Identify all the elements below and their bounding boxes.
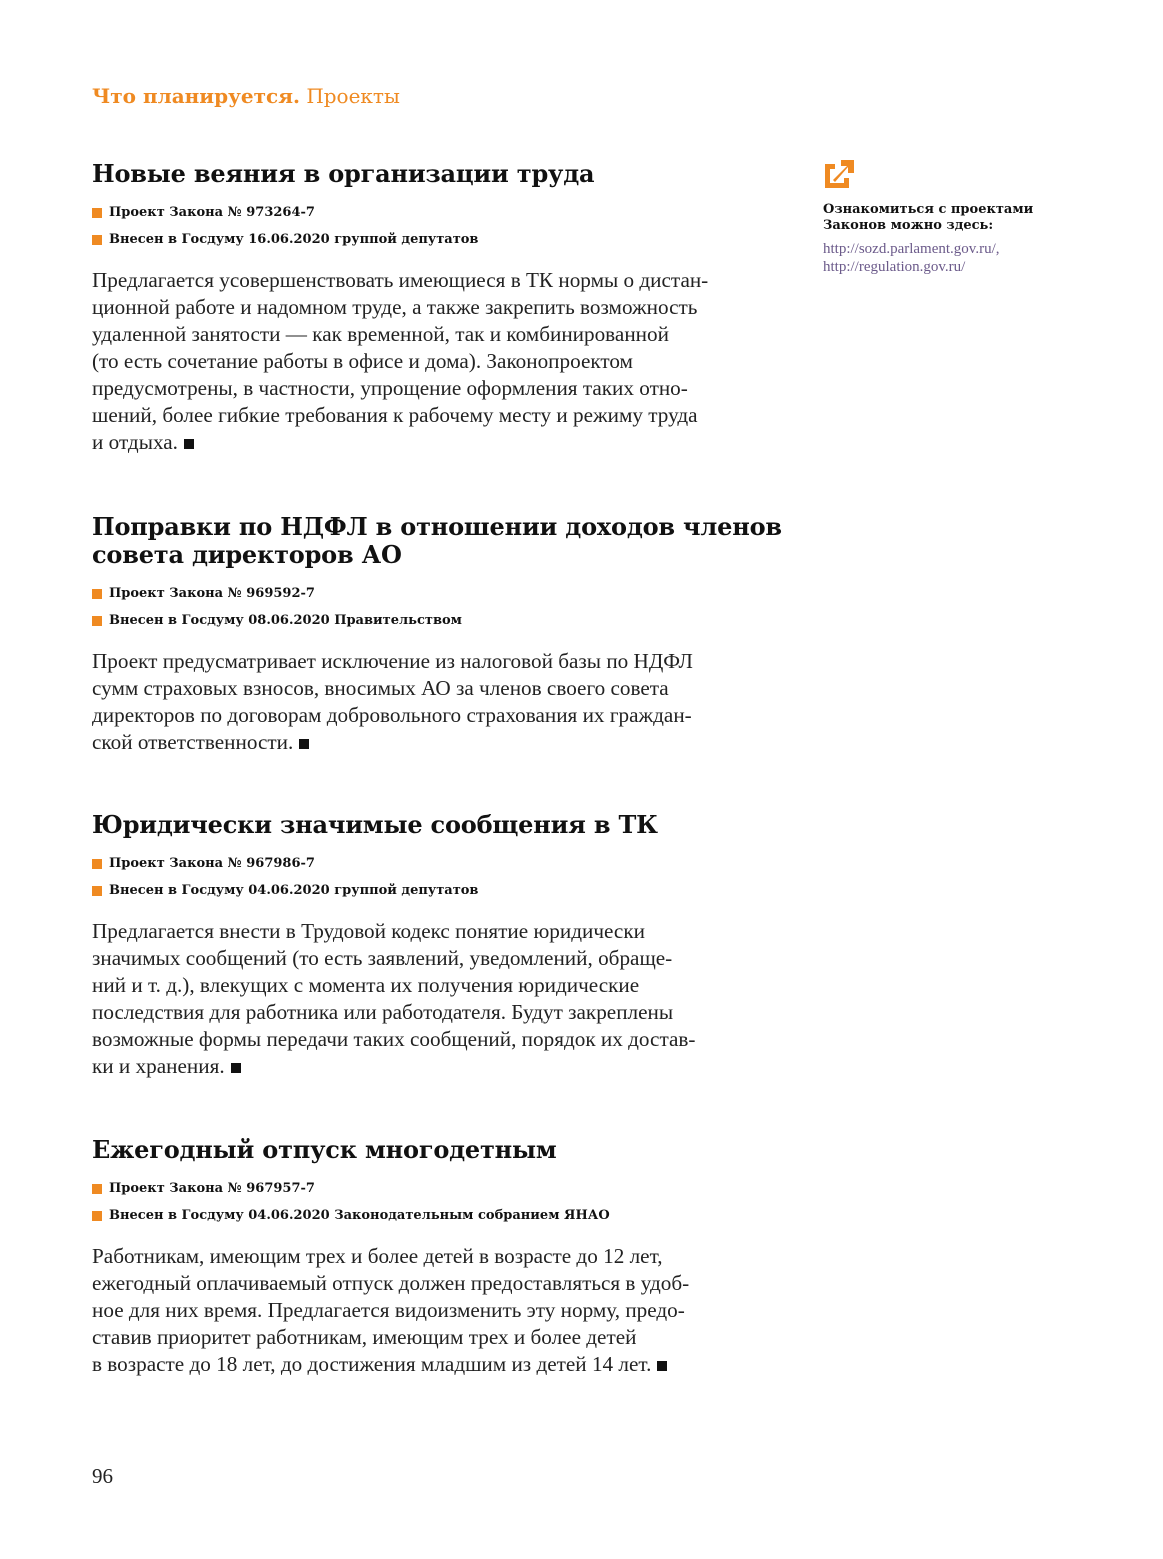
law-project-section <box>92 1136 782 1378</box>
section-title-line: совета директоров АО <box>92 540 402 569</box>
body-line: (то есть сочетание работы в офисе и дома). Законопроектом <box>92 349 633 373</box>
page-number: 96 <box>92 1464 113 1488</box>
body-line: значимых сообщений (то есть заявлений, уведомлений, обраще- <box>92 946 673 970</box>
section-body <box>92 267 782 456</box>
body-line-last <box>92 429 782 456</box>
section-body <box>92 1243 782 1378</box>
bullet-icon <box>92 589 102 599</box>
section-body <box>92 648 782 756</box>
body-line: удаленной занятости — как временной, так и комбинированной <box>92 322 669 346</box>
project-meta <box>92 199 782 253</box>
section-title-line: Поправки по НДФЛ в отношении доходов членов <box>92 512 782 541</box>
project-meta <box>92 850 782 904</box>
project-number: Проект Закона № 969592-7 <box>109 586 315 601</box>
body-line-last <box>92 1351 782 1378</box>
body-line: ежегодный оплачиваемый отпуск должен предоставляться в удоб- <box>92 1271 690 1295</box>
introduced-row <box>92 226 782 253</box>
body-line-last <box>92 729 782 756</box>
body-line: шений, более гибкие требования к рабочему месту и режиму труда <box>92 403 698 427</box>
body-line-text: ки и хранения. <box>92 1054 225 1078</box>
project-number-row <box>92 1175 782 1202</box>
introduced-row <box>92 877 782 904</box>
regulation-link[interactable]: http://regulation.gov.ru/ <box>823 259 966 275</box>
body-line: Предлагается внести в Трудовой кодекс понятие юридически <box>92 919 645 943</box>
body-line-last <box>92 1053 782 1080</box>
section-title <box>92 513 782 569</box>
body-line: Работникам, имеющим трех и более детей в возрасте до 12 лет, <box>92 1244 663 1268</box>
body-line: ставив приоритет работникам, имеющим трех и более детей <box>92 1325 637 1349</box>
bullet-icon <box>92 208 102 218</box>
section-title: Ежегодный отпуск многодетным <box>92 1135 557 1164</box>
introduced-text: Внесен в Госдуму 04.06.2020 группой депутатов <box>109 883 479 898</box>
note-line: Законов можно здесь: <box>823 218 994 233</box>
section-title: Юридически значимые сообщения в ТК <box>92 810 658 839</box>
end-mark-icon <box>299 739 309 749</box>
body-line: Предлагается усовершенствовать имеющиеся в ТК нормы о дистан- <box>92 268 709 292</box>
sidebar-note <box>823 156 1063 276</box>
body-line: ное для них время. Предлагается видоизменить эту норму, предо- <box>92 1298 685 1322</box>
law-project-section <box>92 513 782 756</box>
project-meta <box>92 1175 782 1229</box>
section-body <box>92 918 782 1080</box>
body-line: последствия для работника или работодателя. Будут закреплены <box>92 1000 674 1024</box>
project-number: Проект Закона № 973264-7 <box>109 205 315 220</box>
introduced-row <box>92 607 782 634</box>
project-number-row <box>92 850 782 877</box>
introduced-row <box>92 1202 782 1229</box>
body-line-text: и отдыха. <box>92 430 178 454</box>
header-subsection-label: Проекты <box>306 84 400 108</box>
header-section-label: Что планируется. <box>92 84 300 108</box>
bullet-icon <box>92 1211 102 1221</box>
body-line-text: в возрасте до 18 лет, до достижения младшим из детей 14 лет. <box>92 1352 652 1376</box>
body-line: Проект предусматривает исключение из налоговой базы по НДФЛ <box>92 649 693 673</box>
end-mark-icon <box>231 1063 241 1073</box>
law-project-section <box>92 160 782 456</box>
page-header <box>92 84 400 108</box>
body-line: сумм страховых взносов, вносимых АО за членов своего совета <box>92 676 669 700</box>
bullet-icon <box>92 1184 102 1194</box>
section-title: Новые веяния в организации труда <box>92 159 595 188</box>
introduced-text: Внесен в Госдуму 16.06.2020 группой депутатов <box>109 232 479 247</box>
bullet-icon <box>92 859 102 869</box>
body-line: возможные формы передачи таких сообщений, порядок их достав- <box>92 1027 696 1051</box>
project-number-row <box>92 580 782 607</box>
sidebar-note-text <box>823 202 1063 234</box>
body-line: ний и т. д.), влекущих с момента их получения юридические <box>92 973 640 997</box>
project-number: Проект Закона № 967986-7 <box>109 856 315 871</box>
project-number: Проект Закона № 967957-7 <box>109 1181 315 1196</box>
introduced-text: Внесен в Госдуму 08.06.2020 Правительством <box>109 613 462 628</box>
sozd-link[interactable]: http://sozd.parlament.gov.ru/, <box>823 241 1000 257</box>
project-number-row <box>92 199 782 226</box>
bullet-icon <box>92 235 102 245</box>
end-mark-icon <box>184 439 194 449</box>
note-line: Ознакомиться с проектами <box>823 202 1034 217</box>
body-line: ционной работе и надомном труде, а также закрепить возможность <box>92 295 698 319</box>
body-line: директоров по договорам добровольного страхования их граждан- <box>92 703 692 727</box>
introduced-text: Внесен в Госдуму 04.06.2020 Законодательным собранием ЯНАО <box>109 1208 610 1223</box>
body-line: предусмотрены, в частности, упрощение оформления таких отно- <box>92 376 688 400</box>
external-link-icon <box>823 156 857 190</box>
end-mark-icon <box>657 1361 667 1371</box>
law-project-section <box>92 811 782 1080</box>
body-line-text: ской ответственности. <box>92 730 294 754</box>
bullet-icon <box>92 886 102 896</box>
sidebar-links <box>823 240 1063 276</box>
bullet-icon <box>92 616 102 626</box>
project-meta <box>92 580 782 634</box>
